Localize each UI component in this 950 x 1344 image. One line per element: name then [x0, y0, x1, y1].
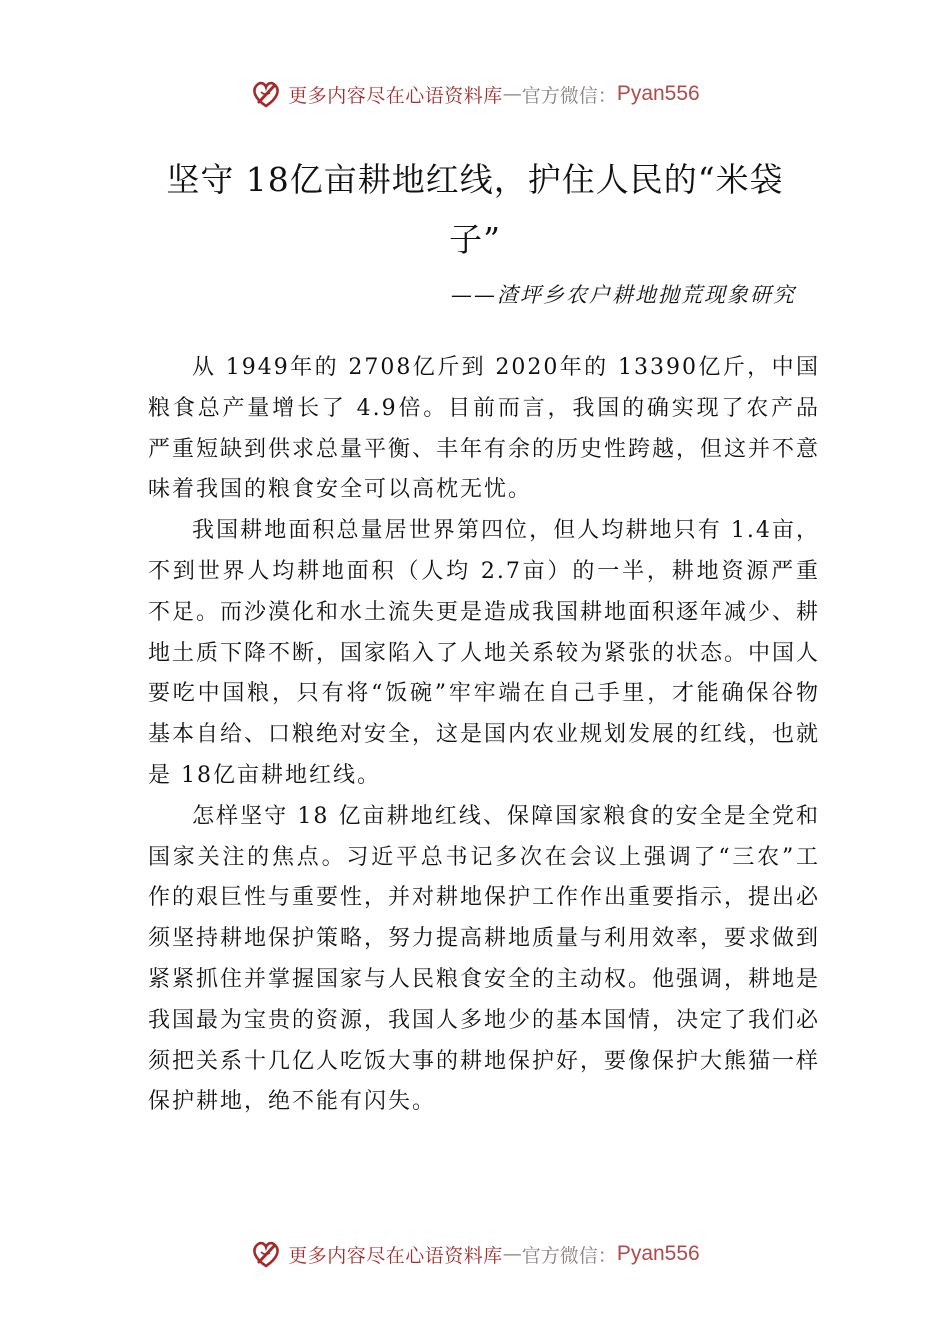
footer-watermark: [0, 1234, 950, 1274]
brush-heart-logo-icon: [250, 1238, 282, 1270]
article-body: [148, 348, 820, 1123]
watermark-dash: —: [502, 83, 522, 105]
watermark-gray-text: 官方微信：: [521, 84, 617, 107]
watermark-red-text: 更多内容尽在心语资料库: [288, 1244, 503, 1267]
watermark-wechat-id: Pyan556: [616, 82, 700, 105]
paragraph: 从 1949年的 2708亿斤到 2020年的 13390亿斤，中国粮食总产量增长了 4.9倍。目前而言，我国的确实现了农产品严重短缺到供求总量平衡、丰年有余的历史性跨越，但这并不意味着我国的粮食安全可以高枕无忧。: [148, 355, 821, 503]
watermark-dash: —: [502, 1243, 522, 1265]
paragraph: 怎样坚守 18 亿亩耕地红线、保障国家粮食的安全是全党和国家关注的焦点。习近平总书记多次在会议上强调了“三农”工作的艰巨性与重要性，并对耕地保护工作作出重要指示，提出必须坚持耕地保护策略，努力提高耕地质量与利用效率，要求做到紧紧抓住并掌握国家与人民粮食安全的主动权。他强调，耕地是我国最为宝贵的资源，我国人多地少的基本国情，决定了我们必须把关系十几亿人吃饭大事的耕地保护好，要像保护大熊猫一样保护耕地，绝不能有闪失。: [148, 803, 821, 1115]
page-title: 坚守 18亿亩耕地红线，护住人民的“米袋子”: [166, 160, 784, 259]
page-subtitle: ——渣坪乡农户耕地抛荒现象研究: [451, 283, 796, 307]
paragraph: 我国耕地面积总量居世界第四位，但人均耕地只有 1.4亩，不到世界人均耕地面积（人均 2.7亩）的一半，耕地资源严重不足。而沙漠化和水土流失更是造成我国耕地面积逐年减少、耕地土质下降不断，国家陷入了人地关系较为紧张的状态。中国人要吃中国粮，只有将“饭碗”牢牢端在自己手里，才能确保谷物基本自给、口粮绝对安全，这是国内农业规划发展的红线，也就是 18亿亩耕地红线。: [148, 518, 821, 788]
brush-heart-logo-icon: [250, 78, 282, 110]
watermark-red-text: 更多内容尽在心语资料库: [288, 84, 503, 107]
header-watermark: [0, 74, 950, 114]
watermark-gray-text: 官方微信：: [521, 1244, 617, 1267]
watermark-wechat-id: Pyan556: [616, 1242, 700, 1265]
